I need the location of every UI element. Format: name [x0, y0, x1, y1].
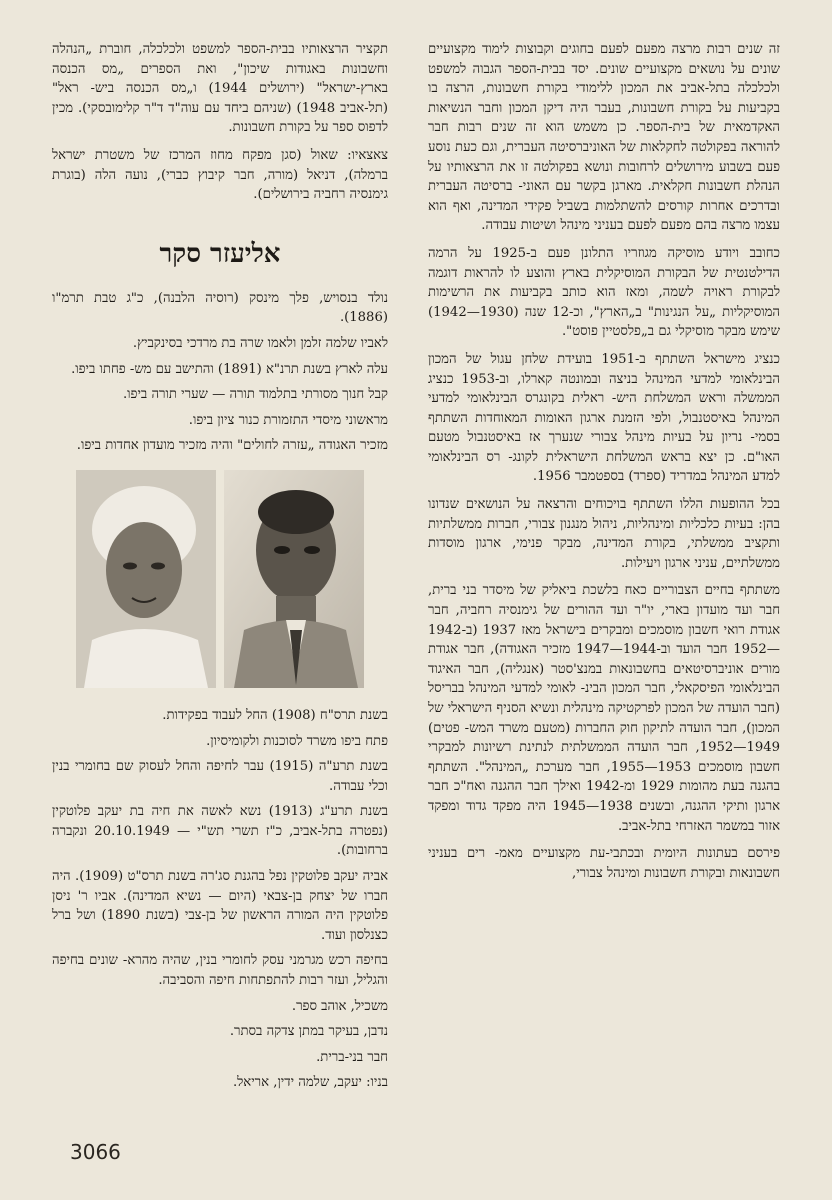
paragraph: פירסם בעתונות היומית ובכתבי-עת מקצועיים מאמ- רים בעניני חשבונאות ובקורת חשבונות ומינהל צבורי, — [428, 846, 780, 881]
bio-line: פתח ביפו משרד לסוכנות ולקומיסיון. — [206, 733, 388, 749]
bio-line: בשנת תרע"ה (1915) עבר לחיפה והחל לעסוק שם בחומרי בנין וכלי עבודה. — [52, 759, 388, 794]
bio-line: בחיפה רכש מגרמני עסק לחומרי בנין, שהיה מהרא- שונים בחיפה והגליל, ועזר רבות להתפתחות חיפה והסביבה. — [52, 953, 388, 989]
bio-line: נולד בנסויש, פלך מינסק (רוסיה הלבנה), כ"ג טבת תרמ"ו (1886). — [52, 290, 388, 326]
paragraph: כחובב ויודע מוסיקה מגוזריו התלונן פעם ב-1925 על הרמה הדילטנטית של הבקורת המוסיקלית בארץ והוצע לו להראות דוגמה לבקורת ראויה לשמה, ומאז הוא כותב בקביעות את הרשימות המוסיקליות „על הנגינות" ב„הארץ", וכ-12 שנה (1930—1942) שימש מבקר מוסיקלי גם ב„פלסטיין פוסט". — [428, 245, 781, 340]
paragraph: משתתף בחיים הצבוריים כאח בלשכת ביאליק של מיסדר בני ברית, חבר ועד מועדון בארי, יו"ר ועד ההורים של גימנסיה רחביה, חבר אגודת רואי חשבון מוסמכים ומבקרים בישראל מאז 1937 (ב-1942—1952 חבר הועד וב-1944—1947 מזכיר האגודה), חבר אגודת מורים אוניברסיטאים בחשבונאות במנצ'סטר (אנגליה), חבר האיגוד הבינלאומי הפיסקאלי, חבר המכון הבינ- לאומי למדעי המינהל בבריסל (חבר הועדה של המכון לפרקטיקה מינהלית ונשיא הסניף הישראלי של המכון), חבר הועדה לתיקון חוק החברות (מטעם משרד המש- פטים) 1949—1952, חבר הועדה הממשלתית לנתינת רשיונות למבקרי חשבון מוסמכים 1953—1955, חבר מערכת „המינהל". השתתף בהגנה בעת מהומות 1929 ומ-1942 ואילך חבר ההגנה ואח"כ חבר ארגון ותיקי ההגנה, ובשנים 1938—1945 היה מפקד גדוד ומפקד אזור במשמר האזרחי בתל-אביב. — [428, 583, 780, 834]
paragraph: תקציר הרצאותיו בבית-הספר למשפט ולכלכלה, חוברת „הנהלה וחשבונות באגודות שיכון", ואת הספרים „מס הכנסה בארץ-ישראל" (ירושלים 1944) ו„מס הכנסה ביש- ראל" (תל-אביב 1948) (שניהם ביחד עם עוה"ד ד"ר קלימובסקי). מכין לדפוס ספר על בקורת חשבונות. — [52, 42, 389, 136]
bio-line: לאביו שלמה זלמן ולאמו שרה בת מרדכי בסינקביץ. — [132, 335, 388, 351]
woman-portrait-photo — [76, 470, 216, 688]
bio-line: עלה לארץ בשנת תרנ"א (1891) והתישב עם מש- פחתו ביפו. — [71, 361, 388, 377]
bio-line: אביה יעקב פלוטקין נפל בהגנת סג'רה בשנת תרס"ט (1909). היה חברו של יצחק בן-צבאי (היום — נשיא המדינה). אביו ר' ניסן פלוטקין היה המורה הראשון של בן-צבי (בשנת 1890) ושל ברל כצנלסון ועוד. — [52, 869, 388, 943]
page-number: 3066 — [70, 1140, 121, 1164]
bio-line: בשנת תרס"ח (1908) החל לעבוד בפקידות. — [162, 707, 388, 723]
bio-line: חבר בני-ברית. — [316, 1049, 388, 1065]
paragraph: בכל ההופעות הללו השתתף בויכוחים והרצאה על הנושאים שנדונו בהן: בעיות כלכליות ומינהליות, ניהול מנגנון צבורי, חברות ממשלתיות ותקציב ממשלתי, בקורת המדינה, מבקר פנימי, ארגון מוסדות ממשלתיים, עניני ארגון ויעילות. — [428, 497, 780, 571]
bio-line: נדבן, בעיקר במתן צדקה בסתר. — [229, 1024, 388, 1040]
paragraph: כנציג מישראל השתתף ב-1951 בועידת שלחן עגול של המכון הבינלאומי למדעי המינהל בניצה ובמונטה קארלו, וב-1953 כנציג הממשלה וראש המשלחת היש- ראלית בקונגרס הבינלאומי למדעי המינהל באיסטנבול, ולפי הזמנת ארגון האומות המאוחדות השתתף בסמי- נריון על בעיות מינהל צבורי שנערך אז באיסטנבול מטעם האו"ם. כן יצא בראש המשלחת הישראלית לקונג- רס הבינלאומי למדע המינהל במדריד (ספרד) בספטמבר 1956. — [428, 351, 781, 485]
left-column — [52, 40, 388, 1099]
portrait-photos — [76, 470, 364, 688]
bio-line: בניו: יעקב, שלמה ידין, אריאל. — [232, 1075, 388, 1091]
bio-line: מראשוני מיסדי התזמורת כנור ציון ביפו. — [188, 412, 388, 428]
right-column — [428, 40, 780, 891]
bio-line: מזכיר האגודה „עזרה לחולים" והיה מזכיר מועדון אחדות ביפו. — [76, 438, 388, 454]
bio-line: בשנת תרע"ג (1913) נשא לאשה את חיה בת יעקב פלוטקין (נפטרה בתל-אביב, כ"ז תשרי תש"י — 20.10.1949 ונקברה ברחובות). — [52, 804, 388, 859]
paragraph: צאצאיו: שאול (סגן מפקח מחוז המרכז של משטרת ישראל ברמלה), דניאל (מורה, חבר קיבוץ כברי), נועה הלה (בוגרת גימנסיה רחביה בירושלים). — [52, 147, 388, 203]
man-portrait-photo — [224, 470, 364, 688]
entry-heading: אליעזר סקר — [159, 238, 281, 269]
bio-line: קבל חנוך מסורתי בתלמוד תורה — שערי תורה ביפו. — [122, 387, 388, 403]
bio-line: משכיל, אוהב ספר. — [291, 998, 388, 1014]
paragraph: זה שנים רבות מרצה מפעם לפעם בחוגים וקבוצות לימוד מקצועיים שונים על נושאים מקצועיים שונים. יסד בבית-הספר הגבוה למשפט ולכלכלה בתל-אביב את המכון ללימודי בקורת חשבונות, הרצה בו בקביעות על בקורת חשבונות, בעבר היה דיקן המכון וחבר הנשיאות האקדמאית של בית-הספר. כן משמש הוא זה שנים רבות חבר להוראה בפקולטה לחקלאות של האוניברסיטה העברית, וגם כעת נוסע פעם בשבוע מירושלים לרחובות ונושא בפקולטה זו את הרצאותיו על הנהלת חשבונות חקלאית. מארגן בקשר עם האוני- ברסיטה העברית ובדרכים אחרות קורסים להשתלמות בשביל פקידי המדינה, ואף הוא עצמו מרצה בהם מפעם לפעם בעניני מינהל ושיטות עבודה. — [428, 42, 780, 234]
